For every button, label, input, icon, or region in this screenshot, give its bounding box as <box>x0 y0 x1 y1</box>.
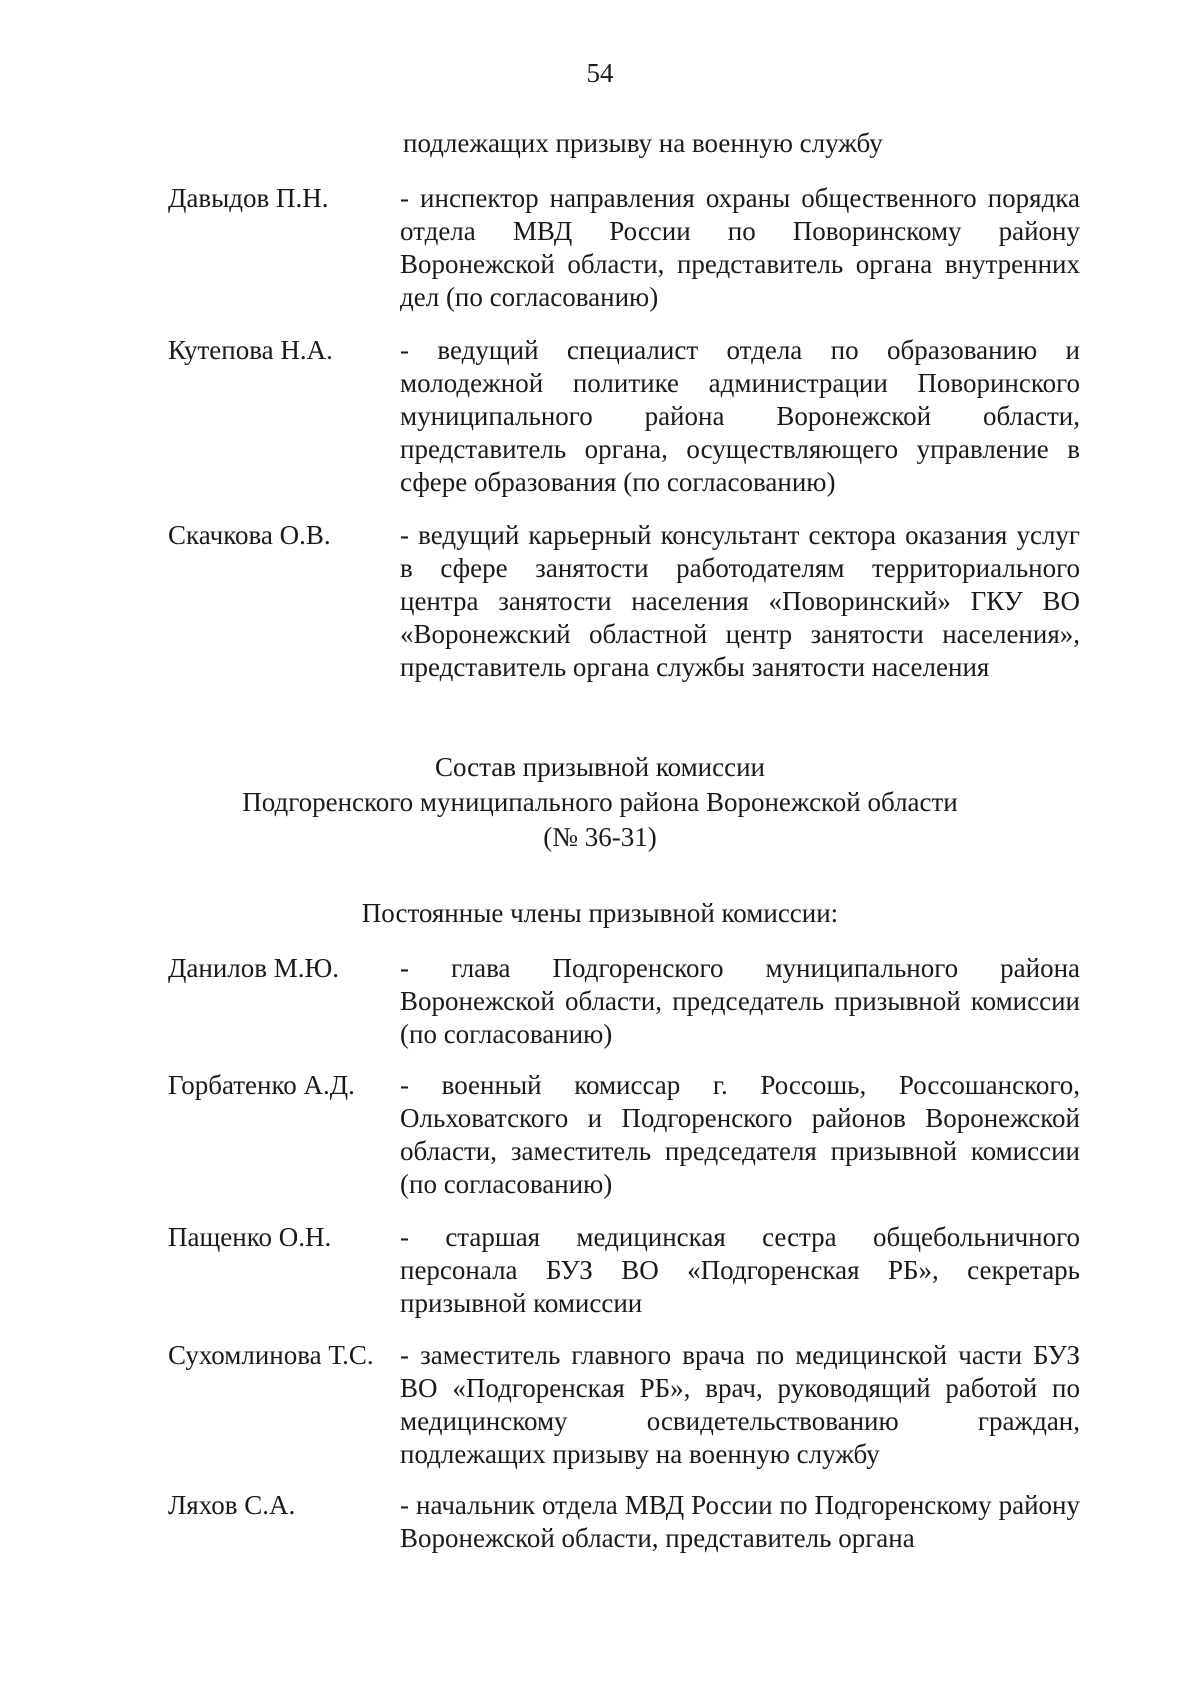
permanent-members-subheading: Постоянные члены призывной комиссии: <box>361 898 839 928</box>
member-description: - ведущий карьерный консультант сектора оказания услуг в сфере занятости работодателям территориального центра занятости населения «Поворинский» ГКУ ВО «Воронежский областной центр занятости населения», представитель органа службы занятости населения <box>400 520 1080 682</box>
member-name: Данилов М.Ю. <box>168 953 340 983</box>
member-description: - военный комиссар г. Россошь, Россошанского, Ольховатского и Подгоренского районов Воронежской области, заместитель председателя призывной комиссии (по согласованию) <box>400 1070 1080 1199</box>
member-description: - начальник отдела МВД России по Подгоренскому району Воронежской области, представитель органа <box>400 1490 1080 1553</box>
member-name: Пащенко О.Н. <box>168 1222 332 1252</box>
commission-heading-number: (№ 36-31) <box>543 822 657 852</box>
member-description: - инспектор направления охраны общественного порядка отдела МВД России по Поворинскому району Воронежской области, представитель органа внутренних дел (по согласованию) <box>400 183 1080 312</box>
member-name: Давыдов П.Н. <box>168 183 329 213</box>
member-description: - старшая медицинская сестра общебольничного персонала БУЗ ВО «Подгоренская РБ», секретарь призывной комиссии <box>400 1222 1080 1318</box>
member-name: Горбатенко А.Д. <box>168 1070 355 1100</box>
member-description: - ведущий специалист отдела по образованию и молодежной политике администрации Поворинского муниципального района Воронежской области, представитель органа, осуществляющего управление в сфере образования (по согласованию) <box>400 335 1080 497</box>
member-name: Сухомлинова Т.С. <box>168 1340 374 1370</box>
commission-heading-line1: Состав призывной комиссии <box>434 752 765 782</box>
page-number: 54 <box>586 58 614 88</box>
member-description: - заместитель главного врача по медицинской части БУЗ ВО «Подгоренская РБ», врач, руководящий работой по медицинскому освидетельствованию граждан, подлежащих призыву на военную службу <box>400 1340 1080 1469</box>
commission-heading-line2: Подгоренского муниципального района Воронежской области <box>242 787 958 817</box>
member-name: Ляхов С.А. <box>168 1490 296 1520</box>
member-name: Скачкова О.В. <box>168 520 331 550</box>
member-description: - глава Подгоренского муниципального района Воронежской области, председатель призывной комиссии (по согласованию) <box>400 953 1080 1049</box>
continuation-text: подлежащих призыву на военную службу <box>403 128 883 158</box>
member-name: Кутепова Н.А. <box>168 335 333 365</box>
